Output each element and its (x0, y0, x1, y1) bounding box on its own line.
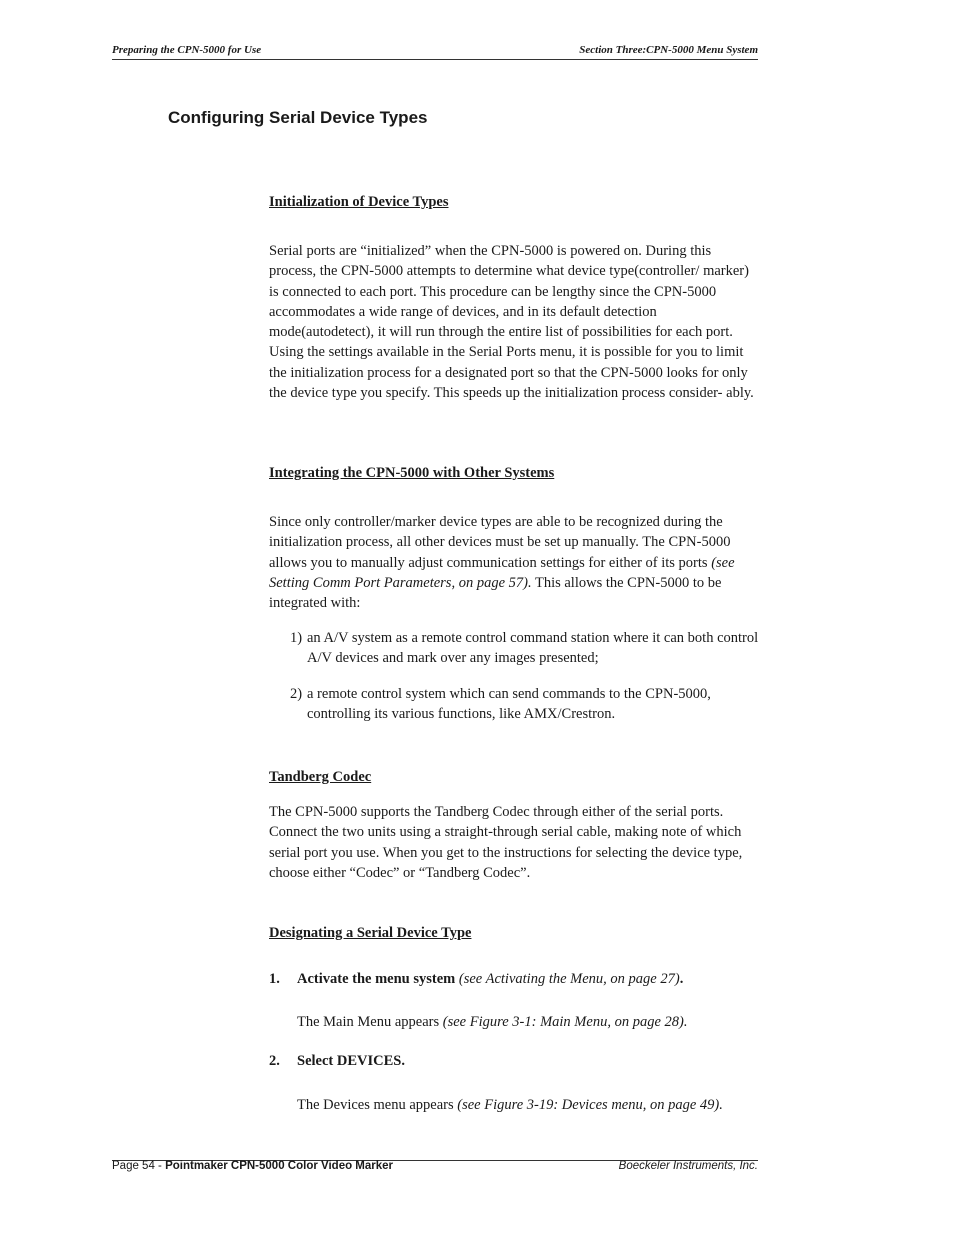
heading-tandberg: Tandberg Codec (269, 769, 372, 785)
heading-integrating: Integrating the CPN-5000 with Other Systems (269, 465, 555, 481)
heading-designating: Designating a Serial Device Type (269, 925, 472, 941)
step-1: 1. Activate the menu system (see Activating the Menu, on page 27). (269, 971, 684, 987)
heading-initialization: Initialization of Device Types (269, 194, 449, 210)
paragraph-integrating: Since only controller/marker device types are able to be recognized during the initialization process, all other devices must be set up manually. The CPN-5000 allows you to manually adjust communication settings for either of its ports (see Setting Comm Port Parameters, on page 57). This allows the CPN-5000 to be integrated with: (269, 514, 735, 612)
step-2: 2. Select DEVICES. (269, 1053, 405, 1069)
list-item: 2) a remote control system which can send commands to the CPN-5000, controlling its various functions, like AMX/Crestron. (290, 686, 711, 723)
header-rule (112, 59, 758, 60)
paragraph-tandberg: The CPN-5000 supports the Tandberg Codec through either of the serial ports. Connect the two units using a straight-through serial cable, making note of which serial port you use. When you get to the instructions for selecting the device type, choose either “Codec” or “Tandberg Codec”. (269, 804, 743, 881)
step-1-result: The Main Menu appears (see Figure 3-1: Main Menu, on page 28). (297, 1014, 688, 1030)
step-2-result: The Devices menu appears (see Figure 3-19: Devices menu, on page 49). (297, 1097, 723, 1113)
footer-left: Page 54 - Pointmaker CPN-5000 Color Video Marker (112, 1160, 394, 1172)
list-item: 1) an A/V system as a remote control command station where it can both control A/V devices and mark over any images presented; (290, 630, 759, 667)
page-title: Configuring Serial Device Types (168, 108, 428, 127)
running-header-right: Section Three:CPN-5000 Menu System (579, 44, 758, 56)
running-header-left: Preparing the CPN-5000 for Use (112, 44, 262, 56)
cross-reference: (see Setting Comm Port Parameters, on page 57). (269, 554, 735, 591)
paragraph-initialization: Serial ports are “initialized” when the CPN-5000 is powered on. During this process, the CPN-5000 attempts to determine what device type(controller/ marker) is connected to each port. This procedure can be lengthy since the CPN-5000 accommodates a wide range of devices, and in its default detection mode(autodetect), it will run through the entire list of possibilities for each port. Using the settings available in the Serial Ports menu, it is possible for you to limit the initialization process for a designated port so that the CPN-5000 looks for only the device type you specify. This speeds up the initialization process consider- ably. (269, 243, 754, 402)
footer-right: Boeckeler Instruments, Inc. (618, 1160, 758, 1172)
